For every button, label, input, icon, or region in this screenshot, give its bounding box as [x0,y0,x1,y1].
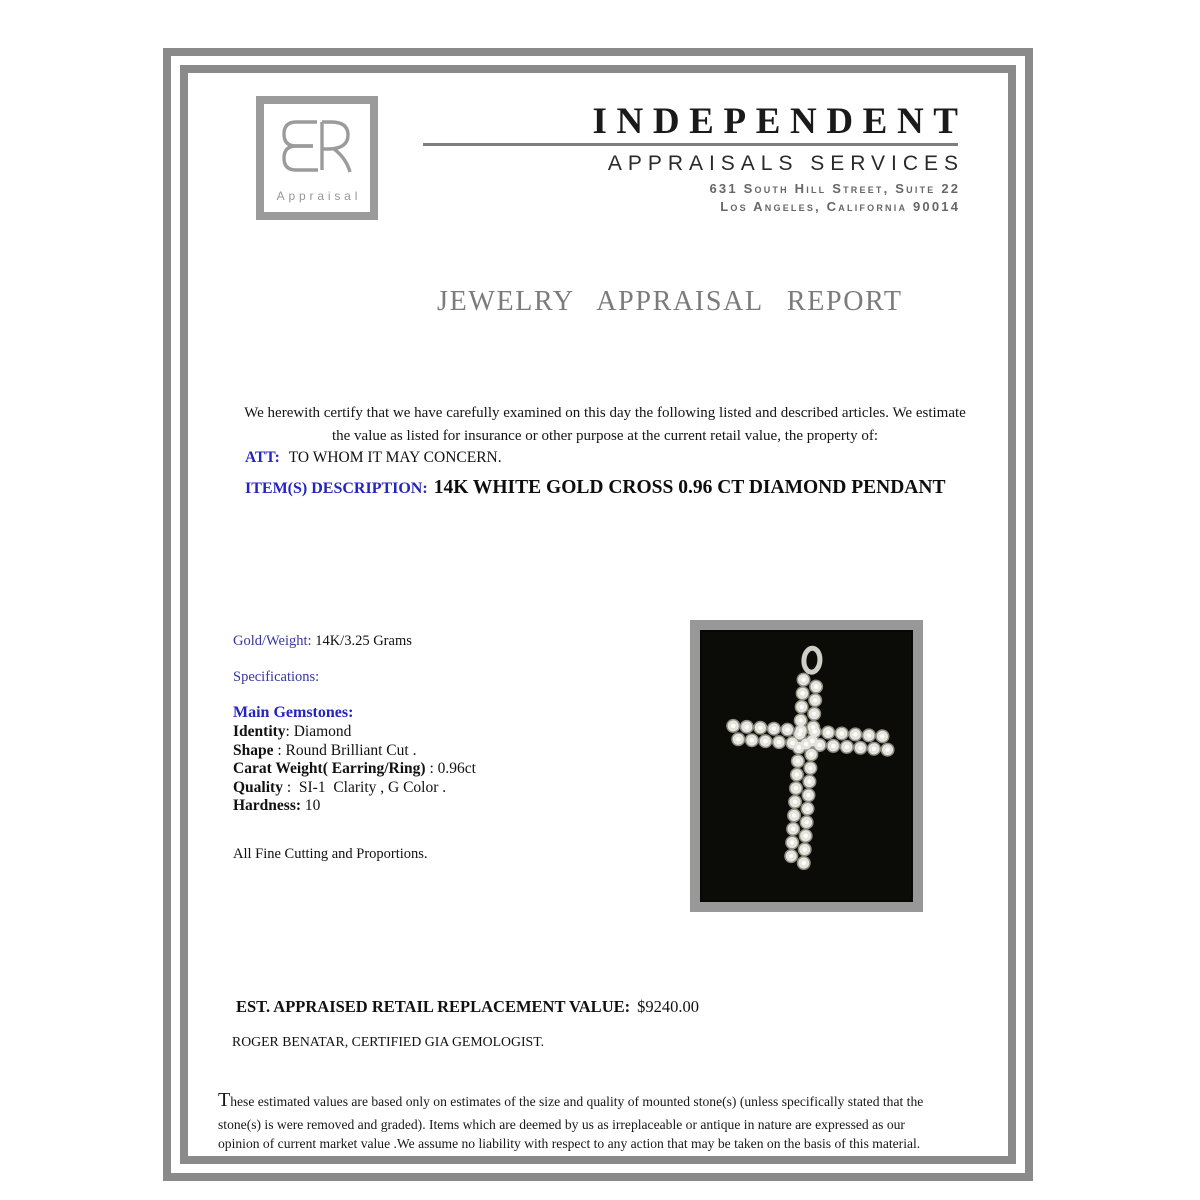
specifications-label: Specifications: [233,669,320,685]
certification-paragraph: We herewith certify that we have carefully examined on this day the following listed and described articles. We estimate the value as listed for insurance or other purpose at the current retail value, the property of: [244,405,966,445]
gem-row-carat-weight [233,760,476,778]
disclaimer-text: hese estimated values are based only on estimates of the size and quality of mounted stone(s) (unless specifically stated that the stone(s) is were removed and graded). Items which are deemed by us as irreplaceable or antique in nature are expressed as our opinion of current market value .We assume no liability with respect to any action that may be taken on the basis of this material. [218,1094,924,1152]
attention-label: ATT: [245,449,280,466]
appraised-value-line [236,997,699,1017]
gold-weight-label: Gold/Weight: [233,633,312,649]
disclaimer-paragraph [218,1086,945,1154]
company-subtitle: APPRAISALS SERVICES [607,152,964,175]
gem-row-value: : SI-1 Clarity , G Color . [282,778,447,796]
address-line-2: Los Angeles, California 90014 [720,198,961,214]
report-title: JEWELRY APPRAISAL REPORT [437,286,903,317]
company-name: INDEPENDENT [592,101,968,142]
item-description-label: ITEM(S) DESCRIPTION: [245,480,428,497]
company-address [423,180,960,215]
gem-row-shape [233,742,476,760]
address-line-1: 631 South Hill Street, Suite 22 [709,181,961,196]
br-monogram-icon [277,116,357,180]
gem-row-value: : Round Brilliant Cut . [273,741,417,759]
cutting-note: All Fine Cutting and Proportions. [233,846,428,862]
letterhead-rule [423,143,958,146]
gem-row-label: Hardness: [233,797,302,815]
gold-weight-value: 14K/3.25 Grams [311,633,412,649]
diamond-cross-image [700,630,913,902]
logo-label: Appraisal [276,189,362,203]
appraiser-logo [256,96,378,220]
letterhead [423,101,968,215]
appraised-value-label: EST. APPRAISED RETAIL REPLACEMENT VALUE: [236,997,631,1016]
gemologist-line: ROGER BENATAR, CERTIFIED GIA GEMOLOGIST. [232,1034,545,1049]
item-description-value: 14K WHITE GOLD CROSS 0.96 CT DIAMOND PENDANT [433,477,946,498]
main-gemstones-label: Main Gemstones: [233,704,354,721]
gemstone-details [233,704,476,815]
gem-row-value: : Diamond [285,723,352,741]
gem-row-value: : 0.96ct [425,760,476,778]
gem-row-value: 10 [301,797,321,815]
gem-row-hardness [233,797,476,815]
attention-value: TO WHOM IT MAY CONCERN. [288,449,502,466]
attention-line [245,449,502,467]
gem-row-label: Quality [233,778,283,796]
gem-row-label: Shape [233,741,274,759]
pendant-photo [690,620,923,912]
gem-row-identity [233,723,476,741]
gem-row-quality [233,779,476,797]
appraised-value-amount: $9240.00 [637,997,699,1016]
disclaimer-dropcap: T [218,1089,231,1111]
gem-row-label: Carat Weight( Earring/Ring) [233,760,426,778]
gem-row-label: Identity [233,723,286,741]
item-description-line [245,477,945,499]
gold-weight-line [233,633,412,650]
